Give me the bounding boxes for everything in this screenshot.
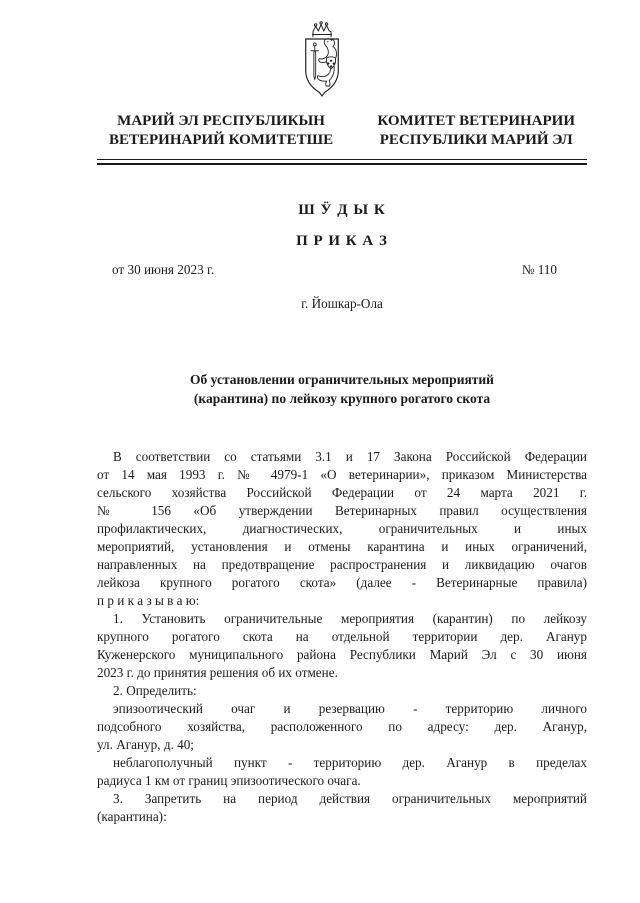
org-name-mari	[109, 112, 333, 150]
doc-line: В соответствии со статьями 3.1 и 17 Закона Российской Федерации	[113, 449, 587, 464]
paragraph-unfavorable-point	[97, 754, 587, 790]
doc-line: сельского хозяйства Российской Федерации от 24 марта 2021 г.	[97, 485, 587, 500]
doc-type-mari: Ш Ӱ Д Ы К	[298, 202, 386, 218]
bear-eye	[327, 41, 328, 42]
doc-line: (карантина):	[97, 809, 167, 824]
doc-line: Куженерского муниципального района Республики Марий Эл с 30 июня	[97, 647, 587, 662]
doc-line: эпизоотический очаг и резервацию - территорию личного	[113, 701, 587, 716]
title-line: (карантина) по лейкозу крупного рогатого скота	[193, 390, 491, 406]
doc-line: мероприятий, установления и отмены карантина и иных ограничений,	[97, 539, 587, 554]
org-line: МАРИЙ ЭЛ РЕСПУБЛИКЫН	[117, 113, 325, 129]
paragraph-epizootic-focus	[97, 700, 587, 754]
doc-line: неблагополучный пункт - территорию дер. Аганур в пределах	[113, 755, 587, 770]
doc-line: профилактических, диагностических, ограничительных и иных	[97, 521, 587, 536]
letterhead	[97, 112, 587, 150]
doc-line: лейкоза крупного рогатого скота» (далее - Ветеринарные правила)	[97, 575, 587, 590]
shield-outline	[306, 39, 339, 96]
doc-line: 1. Установить ограничительные мероприятия (карантин) по лейкозу	[113, 611, 587, 626]
doc-type-russian: П Р И К А З	[296, 233, 388, 249]
doc-line: 2023 г. до принятия решения об их отмене.	[97, 665, 338, 680]
doc-line: крупного рогатого скота на отдельной территории дер. Аганур	[97, 629, 587, 644]
org-line: РЕСПУБЛИКИ МАРИЙ ЭЛ	[379, 132, 573, 148]
doc-line: 2. Определить:	[113, 683, 197, 698]
doc-line: 3. Запретить на период действия ограничительных мероприятий	[113, 791, 587, 806]
order-date: от 30 июня 2023 г.	[112, 262, 215, 277]
org-name-russian	[377, 112, 575, 150]
doc-line: от 14 мая 1993 г. № 4979-1 «О ветеринарии», приказом Министерства	[97, 467, 587, 482]
command-word: п р и к а з ы в а ю:	[97, 593, 200, 608]
order-place: г. Йошкар-Ола	[301, 296, 383, 311]
org-line: КОМИТЕТ ВЕТЕРИНАРИИ	[377, 113, 575, 129]
doc-line: подсобного хозяйства, расположенного по адресу: дер. Аганур,	[97, 719, 587, 734]
crown-icon	[312, 22, 332, 37]
paragraph-preamble	[97, 448, 587, 610]
order-number: № 110	[521, 262, 557, 277]
order-body	[97, 448, 587, 826]
doc-line: № 156 «Об утверждении Ветеринарных правил осуществления	[97, 503, 587, 518]
paragraph-item-3	[97, 790, 587, 826]
order-title	[97, 371, 587, 408]
doc-line: направленных на предотвращение распространения и ликвидацию очагов	[97, 557, 587, 572]
sword-icon	[311, 43, 319, 80]
paragraph-item-2	[97, 682, 587, 700]
date-number-row	[97, 261, 587, 279]
double-rule	[97, 159, 587, 165]
doc-line: ул. Аганур, д. 40;	[97, 737, 194, 752]
org-line: ВЕТЕРИНАРИЙ КОМИТЕТШЕ	[109, 132, 334, 148]
doc-line: радиуса 1 км от границ эпизоотического очага.	[97, 773, 361, 788]
title-line: Об установлении ограничительных мероприятий	[190, 372, 494, 387]
paragraph-item-1	[97, 610, 587, 682]
mari-el-coat-of-arms-icon	[77, 20, 567, 106]
